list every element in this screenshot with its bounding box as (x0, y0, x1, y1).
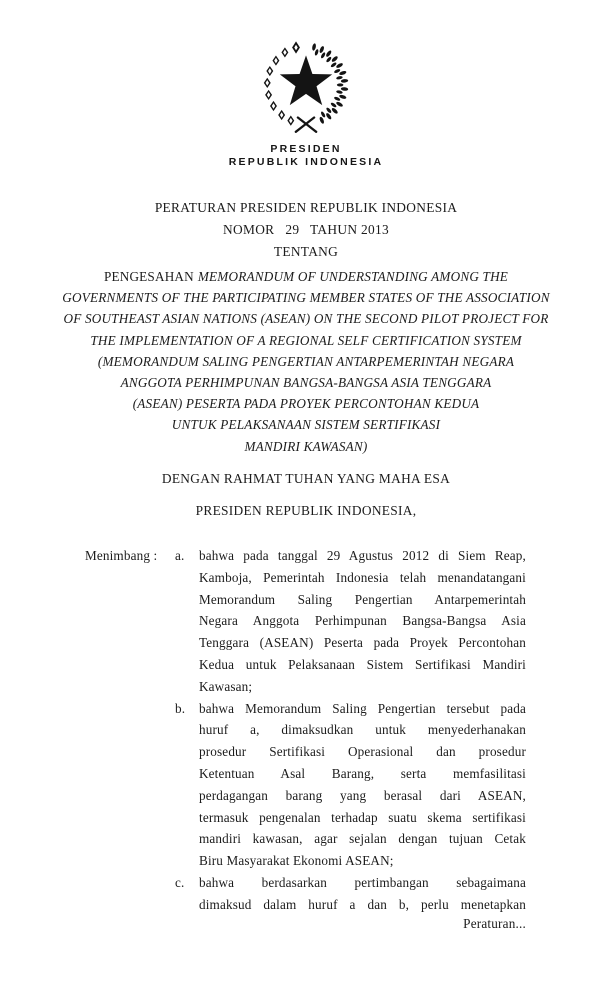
institution-name (0, 143, 612, 168)
institution-line1: PRESIDEN (270, 143, 342, 155)
item-text-line: Negara Anggota Perhimpunan Bangsa-Bangsa Asia (199, 613, 526, 629)
item-letter: b. (175, 700, 186, 716)
star-wreath-emblem-icon (253, 36, 359, 142)
considering-section (85, 545, 527, 916)
item-text-line: prosedur Sertifikasi Operasional dan prosedur (199, 744, 526, 760)
considering-item-b (175, 698, 527, 872)
item-text-line: huruf a, dimaksudkan untuk menyederhanakan (199, 722, 526, 738)
subject-prefix: PENGESAHAN (103, 269, 194, 284)
item-text-line: bahwa berdasarkan pertimbangan sebagaimana (199, 874, 526, 890)
catchword: Peraturan... (463, 916, 526, 931)
subject-block (43, 266, 569, 457)
subject-line: ANGGOTA PERHIMPUNAN BANGSA-BANGSA ASIA TENGGARA (120, 375, 492, 391)
subject-line (43, 266, 569, 287)
item-text (199, 545, 526, 698)
item-text-line: Biru Masyarakat Ekonomi ASEAN; (199, 853, 394, 869)
item-text-line: Memorandum Saling Pengertian Antarpemerintah (199, 591, 526, 607)
subject-line: THE IMPLEMENTATION OF A REGIONAL SELF CERTIFICATION SYSTEM (90, 332, 522, 348)
item-text-line: Kamboja, Pemerintah Indonesia telah menandatangani (199, 569, 526, 585)
item-text (199, 872, 526, 916)
institution-line2: REPUBLIK INDONESIA (228, 155, 384, 168)
considering-item-a (175, 545, 527, 698)
invocation-line: DENGAN RAHMAT TUHAN YANG MAHA ESA (161, 471, 451, 486)
subject-line: MANDIRI KAWASAN) (244, 438, 368, 454)
item-text-line: Tenggara (ASEAN) Peserta pada Proyek Percontohan (199, 635, 526, 651)
subject-line: OF SOUTHEAST ASIAN NATIONS (ASEAN) ON THE SECOND PILOT PROJECT FOR (63, 311, 549, 327)
item-text-line: mandiri kawasan, agar sejalan dengan tujuan Cetak (199, 831, 526, 847)
subject-line1-italic: MEMORANDUM OF UNDERSTANDING AMONG THE (197, 269, 509, 284)
tentang-label: TENTANG (273, 244, 339, 259)
regulation-number: NOMOR 29 TAHUN 2013 (223, 222, 389, 237)
presidential-emblem (0, 36, 612, 142)
item-text-line: dimaksud dalam huruf a dan b, perlu menetapkan (199, 896, 526, 912)
issuer-line: PRESIDEN REPUBLIK INDONESIA, (195, 503, 417, 518)
item-text-line: Kedua untuk Pelaksanaan Sistem Sertifikasi Mandiri (199, 656, 526, 672)
subject-line: (MEMORANDUM SALING PENGERTIAN ANTARPEMERINTAH NEGARA (97, 353, 515, 369)
subject-line: GOVERNMENTS OF THE PARTICIPATING MEMBER STATES OF THE ASSOCIATION (62, 290, 550, 306)
considering-label: Menimbang : (85, 548, 158, 563)
considering-items (175, 545, 527, 916)
item-text-line: perdagangan barang yang berasal dari ASEAN, (199, 787, 526, 803)
item-text-line: Ketentuan Asal Barang, serta memfasilitasi (199, 765, 526, 781)
subject-line: UNTUK PELAKSANAAN SISTEM SERTIFIKASI (171, 417, 441, 433)
item-letter: c. (175, 874, 185, 890)
item-text-line: termasuk pengenalan terhadap suatu skema sertifikasi (199, 809, 526, 825)
item-text-line: bahwa pada tanggal 29 Agustus 2012 di Siem Reap, (199, 548, 526, 563)
item-text-line: bahwa Memorandum Saling Pengertian tersebut pada (199, 700, 526, 716)
considering-item-c (175, 872, 527, 916)
regulation-title: PERATURAN PRESIDEN REPUBLIK INDONESIA (154, 200, 458, 215)
item-text-line: Kawasan; (199, 678, 253, 694)
subject-line: (ASEAN) PESERTA PADA PROYEK PERCONTOHAN KEDUA (132, 396, 480, 412)
regulation-title-block (0, 197, 612, 263)
item-letter: a. (175, 548, 185, 563)
item-text (199, 698, 526, 872)
